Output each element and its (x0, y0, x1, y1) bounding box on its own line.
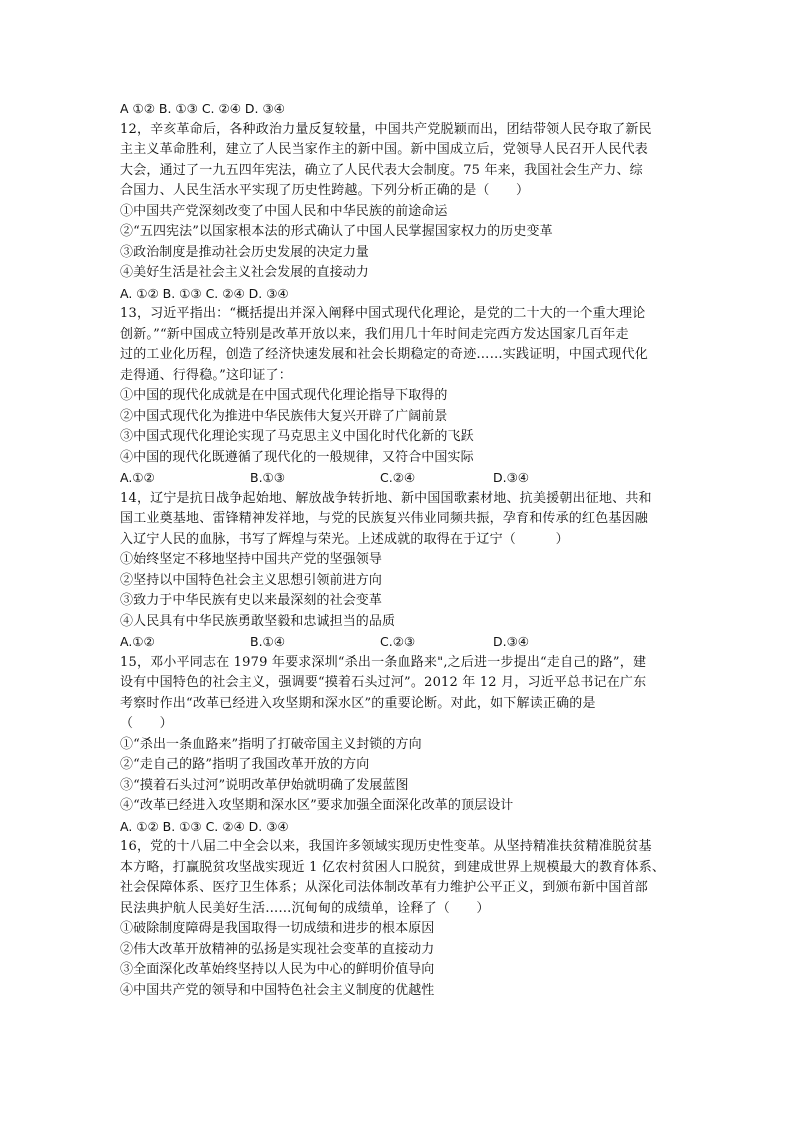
q13-option-2: ②中国式现代化为推进中华民族伟大复兴开辟了广阔前景 (120, 408, 448, 424)
q14-stem-line: 14，辽宁是抗日战争起始地、解放战争转折地、新中国国歌素材地、抗美援朝出征地、共和 (120, 490, 652, 506)
q15-stem-line: 15，邓小平同志在 1979 年要求深圳“杀出一条血路来",之后进一步提出“走自己的路”，建 (120, 654, 647, 670)
q12-option-4: ④美好生活是社会主义社会发展的直接动力 (120, 265, 369, 280)
q14-choice-b: B.①④ (250, 634, 285, 649)
question-list (120, 99, 680, 1001)
q13-choice-c: C.②④ (380, 470, 416, 485)
q11-answer-choices: A ①② B. ①③ C. ②④ D. ③④ (120, 101, 285, 116)
q15-stem-line: 考察时作出“改革已经进入攻坚期和深水区”的重要论断。对此，如下解读正确的是 (120, 695, 596, 711)
q15-option-3: ③“摸着石头过河”说明改革伊始就明确了发展蓝图 (120, 777, 409, 793)
q12-stem-line: 主主义革命胜利，建立了人民当家作主的新中国。新中国成立后，党领导人民召开人民代表 (120, 142, 649, 157)
q12-stem-line: 大会，通过了一九五四年宪法，确立了人民代表大会制度。75 年来，我国社会生产力、综 (120, 162, 643, 178)
q14-choice-a: A.①② (120, 634, 155, 649)
q15-option-2: ②“走自己的路”指明了我国改革开放的方向 (120, 757, 370, 772)
q14-option-3: ③致力于中华民族有史以来最深刻的社会变革 (120, 593, 383, 608)
q13-stem-line: 走得通、行得稳。”这印证了： (120, 367, 292, 383)
q15-option-4: ④“改革已经进入攻坚期和深水区”要求加强全面深化改革的顶层设计 (120, 798, 514, 813)
q13-choice-b: B.①③ (250, 470, 285, 485)
q13-stem-line: 创新。”“新中国成立特别是改革开放以来，我们用几十年时间走完西方发达国家几百年走 (120, 326, 629, 342)
question-14 (120, 489, 680, 653)
q15-stem-line: （ ） (120, 716, 173, 731)
q14-choice-d: D.③④ (493, 634, 530, 649)
q16-stem-line: 民法典护航人民美好生活……沉甸甸的成绩单，诠释了（ ） (120, 900, 490, 916)
q12-option-1: ①中国共产党深刻改变了中国人民和中华民族的前途命运 (120, 203, 448, 219)
q15-answer-choices: A. ①② B. ①③ C. ②④ D. ③④ (120, 818, 289, 834)
q14-choice-c: C.②③ (380, 634, 416, 649)
q15-stem-line: 设有中国特色的社会主义，强调要“摸着石头过河”。2012 年 12 月，习近平总书记在广东 (120, 675, 647, 690)
question-16 (120, 837, 680, 1001)
q13-option-3: ③中国式现代化理论实现了马克思主义中国化时代化新的飞跃 (120, 429, 474, 444)
q14-stem-line: 国工业奠基地、雷锋精神发祥地，与党的民族复兴伟业同频共振，孕育和传承的红色基因融 (120, 511, 649, 526)
q16-option-2: ②伟大改革开放精神的弘扬是实现社会变革的直接动力 (120, 941, 435, 957)
q16-stem-line: 社会保障体系、医疗卫生体系；从深化司法体制改革有力维护公平正义，到颁布新中国首部 (120, 880, 649, 895)
q13-choice-a: A.①② (120, 470, 155, 485)
q12-stem-line: 12，辛亥革命后，各种政治力量反复较量，中国共产党脱颖而出，团结带领人民夺取了新民 (120, 121, 652, 137)
q12-answer-choices: A. ①② B. ①③ C. ②④ D. ③④ (120, 285, 289, 301)
q14-stem-line: 入辽宁人民的血脉，书写了辉煌与荣光。上述成就的取得在于辽宁（ ） (120, 531, 569, 547)
q14-option-2: ②坚持以中国特色社会主义思想引领前进方向 (120, 572, 383, 588)
q16-option-3: ③全面深化改革始终坚持以人民为中心的鲜明价值导向 (120, 962, 435, 977)
q13-stem-line: 过的工业化历程，创造了经济快速发展和社会长期稳定的奇迹……实践证明，中国式现代化 (120, 347, 649, 362)
q16-option-4: ④中国共产党的领导和中国特色社会主义制度的优越性 (120, 982, 435, 998)
q13-option-1: ①中国的现代化成就是在中国式现代化理论指导下取得的 (120, 388, 448, 403)
q13-option-4: ④中国的现代化既遵循了现代化的一般规律，又符合中国实际 (120, 449, 474, 465)
q15-option-1: ①“杀出一条血路来”指明了打破帝国主义封锁的方向 (120, 736, 422, 752)
q13-answer-choices (120, 468, 680, 489)
question-13 (120, 304, 680, 489)
q16-stem-line: 16，党的十八届二中全会以来，我国许多领域实现历史性变革。从坚持精准扶贫精准脱贫基 (120, 839, 652, 854)
q12-option-3: ③政治制度是推动社会历史发展的决定力量 (120, 244, 369, 260)
q16-option-1: ①破除制度障碍是我国取得一切成绩和进步的根本原因 (120, 921, 435, 936)
q14-option-4: ④人民具有中华民族勇敢坚毅和忠诚担当的品质 (120, 613, 396, 629)
q13-choice-d: D.③④ (493, 470, 530, 485)
q12-option-2: ②“五四宪法”以国家根本法的形式确认了中国人民掌握国家权力的历史变革 (120, 224, 553, 239)
q14-option-1: ①始终坚定不移地坚持中国共产党的坚强领导 (120, 552, 383, 567)
q16-stem-line: 本方略，打赢脱贫攻坚战实现近 1 亿农村贫困人口脱贫，到建成世界上规模最大的教育体系、 (120, 859, 666, 875)
q14-answer-choices (120, 632, 680, 653)
q12-stem-line: 合国力、人民生活水平实现了历史性跨越。下列分析正确的是（ ） (120, 183, 530, 198)
question-12 (120, 120, 680, 305)
q13-stem-line: 13，习近平指出：“概括提出并深入阐释中国式现代化理论，是党的二十大的一个重大理论 (120, 306, 646, 321)
question-15 (120, 653, 680, 838)
